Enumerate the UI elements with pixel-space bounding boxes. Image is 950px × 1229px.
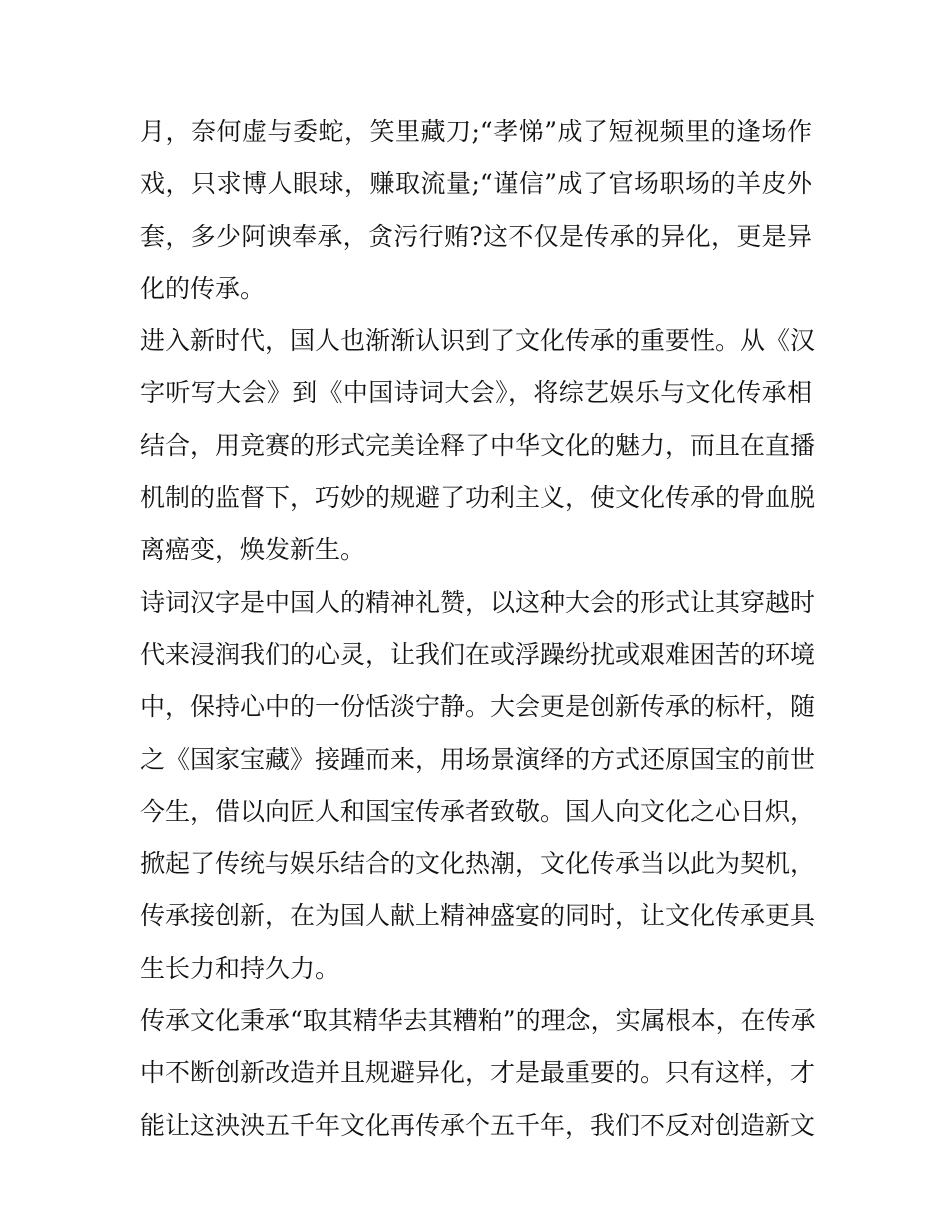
text-line: 代来浸润我们的心灵，让我们在或浮躁纷扰或艰难困苦的环境 [140,639,816,669]
text-line: 月，奈何虚与委蛇，笑里藏刀;“孝悌”成了短视频里的逢场作 [140,117,812,146]
text-line: 中不断创新改造并且规避异化，才是最重要的。只有这样，才 [140,1058,816,1088]
text-line: 掀起了传统与娱乐结合的文化热潮，文化传承当以此为契机， [140,849,816,879]
text-line: 能让这泱泱五千年文化再传承个五千年，我们不反对创造新文 [140,1110,816,1140]
text-line: 之《国家宝藏》接踵而来，用场景演绎的方式还原国宝的前世 [140,744,816,774]
text-line: 离癌变，焕发新生。 [140,535,366,565]
text-line: 生长力和持久力。 [140,953,341,983]
paragraph-3 [140,577,816,995]
paragraph-4 [140,995,816,1152]
text-line: 今生，借以向匠人和国宝传承者致敬。国人向文化之心日炽， [140,796,816,826]
paragraph-2 [140,315,816,576]
text-line: 套，多少阿谀奉承，贪污行贿?这不仅是传承的异化，更是异 [140,221,812,251]
text-line: 传承接创新，在为国人献上精神盛宴的同时，让文化传承更具 [140,901,816,931]
text-line: 化的传承。 [140,273,266,303]
text-line: 戏，只求博人眼球，赚取流量;“谨信”成了官场职场的羊皮外 [140,169,812,199]
paragraph-1 [140,106,812,315]
text-line: 结合，用竞赛的形式完美诠释了中华文化的魅力，而且在直播 [140,430,816,460]
text-line: 进入新时代，国人也渐渐认识到了文化传承的重要性。从《汉 [140,326,816,356]
text-line: 字听写大会》到《中国诗词大会》，将综艺娱乐与文化传承相 [140,378,812,408]
text-line: 诗词汉字是中国人的精神礼赞，以这种大会的形式让其穿越时 [140,587,816,617]
text-line: 传承文化秉承“取其精华去其糟粕”的理念，实属根本，在传承 [140,1006,816,1036]
text-line: 机制的监督下，巧妙的规避了功利主义，使文化传承的骨血脱 [140,483,816,513]
text-line: 中，保持心中的一份恬淡宁静。大会更是创新传承的标杆，随 [140,692,816,722]
document-body [140,106,816,1152]
